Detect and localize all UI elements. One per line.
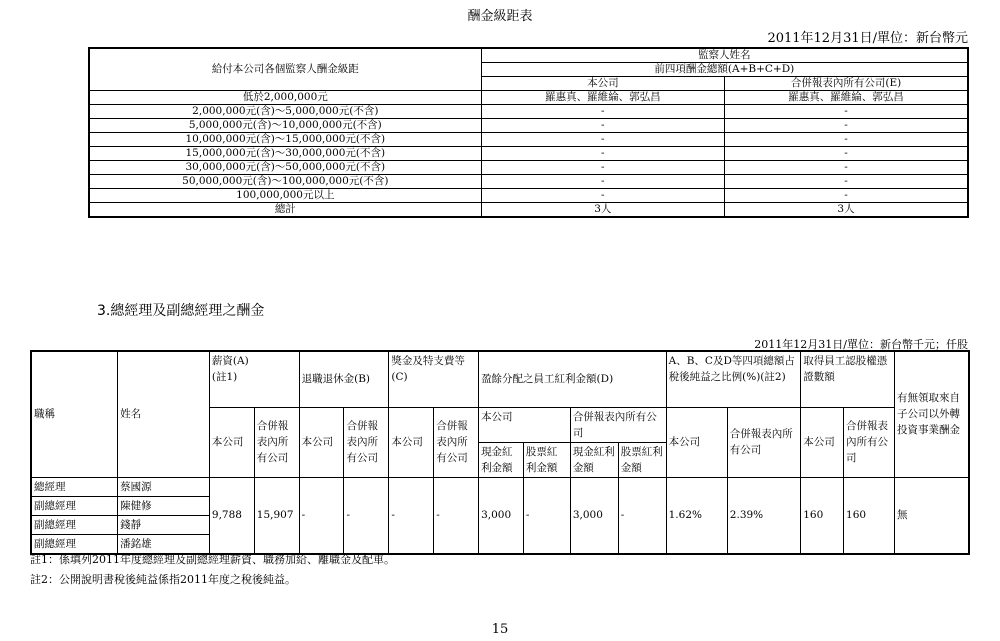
consolidated-cell: - [725, 133, 968, 147]
date-unit-label: 2011年12月31日/單位：新台幣元 [767, 31, 968, 46]
stock-company: 本公司 [801, 407, 844, 477]
pension-company: 本公司 [299, 407, 344, 477]
stock-company-value: 160 [801, 477, 844, 554]
other-income-value: 無 [894, 477, 969, 554]
bonus-company: 本公司 [389, 407, 434, 477]
bonus-header: 獎金及特支費等(C) [389, 351, 479, 407]
salary-company: 本公司 [209, 407, 254, 477]
executive-remuneration-table [30, 350, 970, 555]
range-cell: 50,000,000元(含)～100,000,000元(不含) [89, 175, 481, 189]
person-title: 副總經理 [31, 534, 118, 554]
stock-dividend-header-2: 股票紅利金額 [618, 442, 666, 477]
stock-consolidated-value: 160 [844, 477, 895, 554]
range-row [89, 175, 968, 189]
company-cell: - [481, 189, 724, 203]
person-name: 潘銘雄 [118, 534, 210, 554]
bonus-consolidated: 合併報表內所有公司 [434, 407, 479, 477]
ratio-company: 本公司 [666, 407, 727, 477]
pension-consolidated: 合併報表內所有公司 [344, 407, 389, 477]
company-cell: - [481, 147, 724, 161]
range-row [89, 133, 968, 147]
supervisor-remuneration-table [88, 47, 969, 218]
bonus-company-value: - [389, 477, 434, 554]
company-cell: - [481, 133, 724, 147]
ratio-consolidated: 合併報表內所有公司 [727, 407, 800, 477]
supervisor-name-header: 監察人姓名 [481, 48, 968, 63]
person-name: 陳健修 [118, 496, 210, 515]
cash-dividend-header-2: 現金紅利金額 [570, 442, 618, 477]
footnote-1: 註1：係填列2011年度總經理及副總經理薪資、職務加給、離職金及配車。 [30, 553, 395, 566]
company-cell: 羅惠真、羅維綸、郭弘昌 [481, 91, 724, 105]
name-header: 姓名 [118, 351, 210, 477]
company-cell: - [481, 105, 724, 119]
stock-option-header: 取得員工認股權憑證數額 [801, 351, 895, 407]
stock-dividend-header: 股票紅利金額 [523, 442, 570, 477]
salary-consolidated-value: 15,907 [254, 477, 299, 554]
range-row [89, 203, 968, 218]
other-income-header: 有無領取來自子公司以外轉投資事業酬金 [894, 351, 969, 477]
date-unit-label-2: 2011年12月31日/單位：新台幣千元；仟股 [754, 338, 968, 351]
company-cell: - [481, 175, 724, 189]
company-header: 本公司 [481, 77, 724, 91]
range-cell: 低於2,000,000元 [89, 91, 481, 105]
profit-company-cash-value: 3,000 [479, 477, 524, 554]
pension-company-value: - [299, 477, 344, 554]
range-row [89, 161, 968, 175]
section-heading: 3.總經理及副總經理之酬金 [97, 303, 265, 319]
consolidated-cell: - [725, 161, 968, 175]
salary-header: 薪資(A) (註1) [209, 351, 299, 407]
profit-company-stock-value: - [523, 477, 570, 554]
person-name: 錢靜 [118, 515, 210, 534]
profit-consolidated-cash-value: 3,000 [570, 477, 618, 554]
salary-company-value: 9,788 [209, 477, 254, 554]
consolidated-cell: 3人 [725, 203, 968, 218]
range-cell: 10,000,000元(含)～15,000,000元(不含) [89, 133, 481, 147]
range-row [89, 91, 968, 105]
consolidated-cell: 羅惠真、羅維綸、郭弘昌 [725, 91, 968, 105]
range-cell: 100,000,000元以上 [89, 189, 481, 203]
person-title: 副總經理 [31, 496, 118, 515]
ratio-consolidated-value: 2.39% [727, 477, 800, 554]
person-title: 副總經理 [31, 515, 118, 534]
company-cell: 3人 [481, 203, 724, 218]
page-number: 15 [491, 622, 509, 637]
range-row [89, 119, 968, 133]
range-cell: 30,000,000元(含)～50,000,000元(不含) [89, 161, 481, 175]
consolidated-header: 合併報表內所有公司(E) [725, 77, 968, 91]
profit-consolidated-stock-value: - [618, 477, 666, 554]
range-row [89, 147, 968, 161]
range-row [89, 189, 968, 203]
range-cell: 5,000,000元(含)～10,000,000元(不含) [89, 119, 481, 133]
range-cell: 總計 [89, 203, 481, 218]
cash-dividend-header: 現金紅利金額 [479, 442, 524, 477]
bonus-consolidated-value: - [434, 477, 479, 554]
salary-consolidated: 合併報表內所有公司 [254, 407, 299, 477]
range-cell: 15,000,000元(含)～30,000,000元(不含) [89, 147, 481, 161]
consolidated-cell: - [725, 175, 968, 189]
consolidated-cell: - [725, 119, 968, 133]
profit-header: 盈餘分配之員工紅利金額(D) [479, 351, 667, 407]
company-cell: - [481, 119, 724, 133]
person-title: 總經理 [31, 477, 118, 496]
pension-consolidated-value: - [344, 477, 389, 554]
profit-consolidated: 合併報表內所有公司 [570, 407, 666, 442]
stock-consolidated: 合併報表內所有公司 [844, 407, 895, 477]
range-row [89, 105, 968, 119]
footnote-2: 註2：公開說明書稅後純益係指2011年度之稅後純益。 [30, 573, 296, 586]
ratio-header: A、B、C及D等四項總額占稅後純益之比例(%)(註2) [666, 351, 801, 407]
title-header: 職稱 [31, 351, 118, 477]
profit-company: 本公司 [479, 407, 571, 442]
consolidated-cell: - [725, 147, 968, 161]
person-name: 蔡國源 [118, 477, 210, 496]
pension-header: 退職退休金(B) [299, 351, 389, 407]
consolidated-cell: - [725, 105, 968, 119]
company-cell: - [481, 161, 724, 175]
table-title: 酬金級距表 [467, 9, 533, 24]
sum-header: 前四項酬金總額(A+B+C+D) [481, 63, 968, 77]
range-cell: 2,000,000元(含)～5,000,000元(不含) [89, 105, 481, 119]
ratio-company-value: 1.62% [666, 477, 727, 554]
range-header: 給付本公司各個監察人酬金級距 [89, 48, 481, 91]
consolidated-cell: - [725, 189, 968, 203]
